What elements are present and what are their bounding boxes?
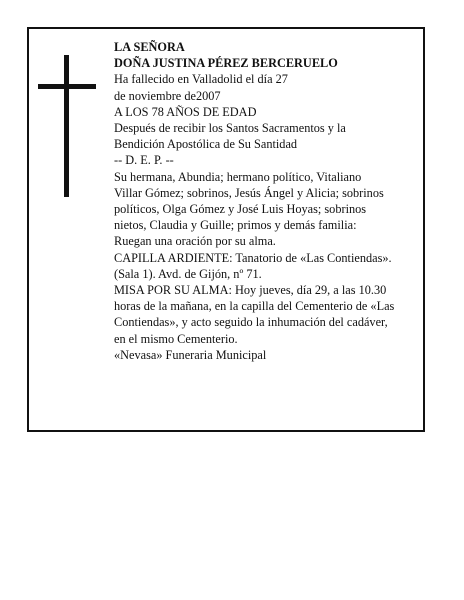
chapel-line: CAPILLA ARDIENTE: Tanatorio de «Las Contiendas». [114,250,392,265]
family-line: Villar Gómez; sobrinos, Jesús Ángel y Alicia; sobrinos [114,185,384,200]
death-line-1: Ha fallecido en Valladolid el día 27 [114,72,288,87]
funeral-home-line: «Nevasa» Funeraria Municipal [114,347,267,362]
family-line: nietos, Claudia y Guille; primos y demás familia: [114,218,357,233]
sacraments-line-2: Bendición Apostólica de Su Santidad [114,137,298,152]
mass-line: en el mismo Cementerio. [114,331,238,346]
rip-line: -- D. E. P. -- [114,153,174,168]
family-line: Su hermana, Abundia; hermano político, Vitaliano [114,169,362,184]
cross-icon [64,55,69,197]
family-line: políticos, Olga Gómez y José Luis Hoyas; sobrinos [114,202,367,217]
deceased-name: DOÑA JUSTINA PÉREZ BERCERUELO [114,56,338,71]
age-line: A LOS 78 AÑOS DE EDAD [114,104,257,119]
sacraments-line-1: Después de recibir los Santos Sacramentos y la [114,121,346,136]
cross-icon-bar [38,84,96,89]
death-line-2: de noviembre de2007 [114,88,221,103]
family-line: Ruegan una oración por su alma. [114,234,276,249]
mass-line: MISA POR SU ALMA: Hoy jueves, día 29, a las 10.30 [114,283,387,298]
chapel-line: (Sala 1). Avd. de Gijón, nº 71. [114,266,262,281]
obituary-text [114,39,426,363]
mass-line: Contiendas», y acto seguido la inhumación del cadáver, [114,315,388,330]
title-line: LA SEÑORA [114,40,185,54]
mass-line: horas de la mañana, en la capilla del Cementerio de «Las [114,299,395,314]
